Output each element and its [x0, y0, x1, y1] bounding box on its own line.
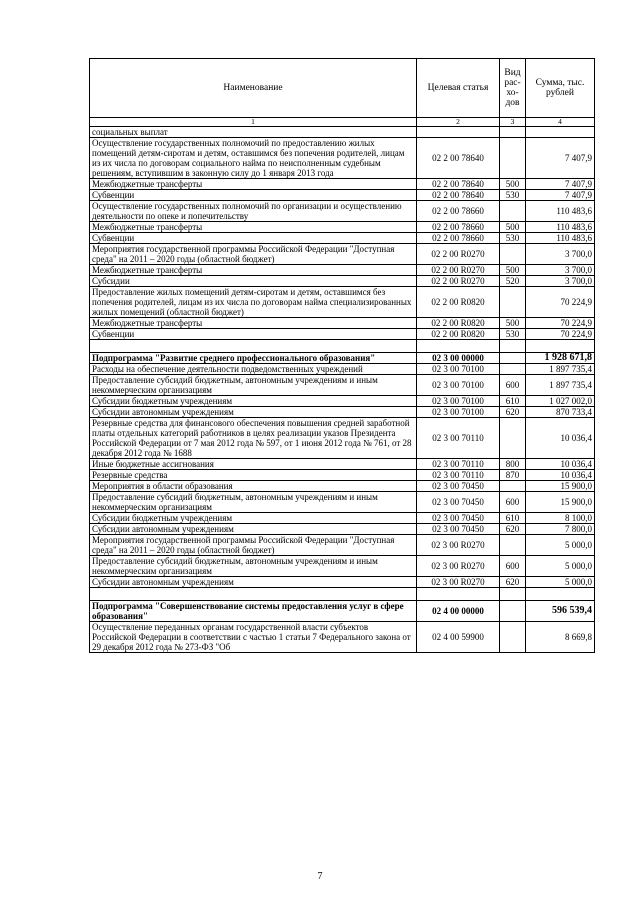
row-article: 02 2 00 78640	[417, 179, 500, 190]
row-sum: 10 036,4	[526, 470, 595, 481]
table-row	[90, 318, 595, 329]
row-sum: 110 483,6	[526, 233, 595, 244]
row-expense-type	[500, 353, 526, 364]
table-row	[90, 556, 595, 577]
row-sum: 3 700,0	[526, 276, 595, 287]
row-article: 02 3 00 70100	[417, 375, 500, 396]
row-name: Предоставление субсидий бюджетным, автономным учреждениям и иным некоммерческим организациям	[90, 492, 417, 513]
row-article: 02 2 00 R0270	[417, 276, 500, 287]
table-body	[90, 127, 595, 653]
row-article: 02 3 00 R0270	[417, 535, 500, 556]
row-expense-type	[500, 535, 526, 556]
table-row	[90, 287, 595, 318]
row-sum: 10 036,4	[526, 459, 595, 470]
row-sum: 5 000,0	[526, 556, 595, 577]
row-article: 02 3 00 70100	[417, 407, 500, 418]
table-row	[90, 535, 595, 556]
row-name: Межбюджетные трансферты	[90, 265, 417, 276]
row-name: Предоставление субсидий бюджетным, автономным учреждениям и иным некоммерческим организациям	[90, 375, 417, 396]
spacer-cell	[90, 588, 417, 601]
row-sum: 5 000,0	[526, 535, 595, 556]
spacer-row	[90, 588, 595, 601]
row-article: 02 4 00 00000	[417, 601, 500, 622]
header-sum: Сумма, тыс. рублей	[526, 59, 595, 118]
column-number-row	[90, 118, 595, 127]
table-row	[90, 190, 595, 201]
row-name: Субвенции	[90, 329, 417, 340]
row-sum: 5 000,0	[526, 577, 595, 588]
subprogram-row	[90, 353, 595, 364]
row-article: 02 2 00 78640	[417, 190, 500, 201]
row-expense-type: 500	[500, 318, 526, 329]
row-sum: 3 700,0	[526, 244, 595, 265]
table-row	[90, 524, 595, 535]
table-row	[90, 418, 595, 459]
spacer-cell	[526, 340, 595, 353]
row-article: 02 3 00 70450	[417, 481, 500, 492]
row-expense-type: 500	[500, 222, 526, 233]
row-name: Резервные средства для финансового обеспечения повышения средней заработной платы отдельных категорий работников в целях реализации указов Президента Российской Федерации от 7 мая 2012 года № 597, от 1 июня 2012 года № 761, от 28 декабря 2012 года № 1688	[90, 418, 417, 459]
row-sum: 1 027 002,0	[526, 396, 595, 407]
row-article: 02 3 00 70450	[417, 513, 500, 524]
table-row	[90, 244, 595, 265]
table-row	[90, 470, 595, 481]
row-name: Мероприятия государственной программы Российской Федерации "Доступная среда" на 2011 – 2020 годы (областной бюджет)	[90, 244, 417, 265]
row-expense-type	[500, 244, 526, 265]
row-article: 02 3 00 R0270	[417, 556, 500, 577]
row-name: Субсидии бюджетным учреждениям	[90, 396, 417, 407]
column-number: 4	[526, 118, 595, 127]
row-sum: 7 407,9	[526, 190, 595, 201]
row-sum: 870 733,4	[526, 407, 595, 418]
row-article: 02 2 00 R0820	[417, 287, 500, 318]
row-sum: 8 669,8	[526, 622, 595, 653]
header-expense-type: Вид рас- хо- дов	[500, 59, 526, 118]
row-expense-type: 610	[500, 513, 526, 524]
column-number: 1	[90, 118, 417, 127]
page-number: 7	[317, 871, 323, 882]
row-article: 02 2 00 78660	[417, 233, 500, 244]
row-sum: 10 036,4	[526, 418, 595, 459]
row-sum: 110 483,6	[526, 222, 595, 233]
row-expense-type: 600	[500, 492, 526, 513]
table-row	[90, 127, 595, 138]
spacer-cell	[417, 588, 500, 601]
spacer-cell	[500, 588, 526, 601]
row-sum: 7 800,0	[526, 524, 595, 535]
row-name: социальных выплат	[90, 127, 417, 138]
row-expense-type	[500, 138, 526, 179]
row-expense-type: 530	[500, 329, 526, 340]
row-expense-type: 620	[500, 524, 526, 535]
spacer-cell	[90, 340, 417, 353]
row-sum: 15 900,0	[526, 492, 595, 513]
row-expense-type: 620	[500, 407, 526, 418]
row-sum: 70 224,9	[526, 287, 595, 318]
header-article: Целевая статья	[417, 59, 500, 118]
row-name: Субсидии бюджетным учреждениям	[90, 513, 417, 524]
row-expense-type: 610	[500, 396, 526, 407]
row-expense-type: 620	[500, 577, 526, 588]
row-name: Субсидии	[90, 276, 417, 287]
row-article: 02 3 00 70110	[417, 459, 500, 470]
row-article: 02 2 00 78660	[417, 222, 500, 233]
row-article: 02 2 00 R0820	[417, 329, 500, 340]
row-article: 02 3 00 70110	[417, 418, 500, 459]
row-expense-type: 530	[500, 233, 526, 244]
row-article: 02 2 00 R0270	[417, 244, 500, 265]
row-name: Межбюджетные трансферты	[90, 318, 417, 329]
row-name: Межбюджетные трансферты	[90, 222, 417, 233]
table-row	[90, 276, 595, 287]
row-sum: 15 900,0	[526, 481, 595, 492]
row-article: 02 3 00 70110	[417, 470, 500, 481]
row-sum	[526, 127, 595, 138]
column-number: 3	[500, 118, 526, 127]
row-sum: 1 928 671,8	[526, 353, 595, 364]
spacer-cell	[526, 588, 595, 601]
row-expense-type	[500, 601, 526, 622]
row-sum: 7 407,9	[526, 138, 595, 179]
row-article: 02 2 00 78640	[417, 138, 500, 179]
row-sum: 8 100,0	[526, 513, 595, 524]
row-article: 02 2 00 78660	[417, 201, 500, 222]
row-expense-type	[500, 201, 526, 222]
row-expense-type	[500, 481, 526, 492]
spacer-cell	[500, 340, 526, 353]
row-article: 02 2 00 R0270	[417, 265, 500, 276]
table-row	[90, 179, 595, 190]
row-expense-type	[500, 287, 526, 318]
table-row	[90, 329, 595, 340]
row-name: Осуществление государственных полномочий по организации и осуществлению деятельности по опеке и попечительству	[90, 201, 417, 222]
subprogram-row	[90, 601, 595, 622]
row-article	[417, 127, 500, 138]
row-expense-type: 500	[500, 179, 526, 190]
table-row	[90, 138, 595, 179]
row-article: 02 3 00 70450	[417, 492, 500, 513]
table-row	[90, 201, 595, 222]
table-row	[90, 492, 595, 513]
table-row	[90, 513, 595, 524]
row-expense-type: 870	[500, 470, 526, 481]
row-expense-type: 530	[500, 190, 526, 201]
row-expense-type: 520	[500, 276, 526, 287]
row-name: Осуществление переданных органам государственной власти субъектов Российской Федерации в соответствии с частью 1 статьи 7 Федерального закона от 29 декабря 2012 года № 273-ФЗ "Об	[90, 622, 417, 653]
row-article: 02 4 00 59900	[417, 622, 500, 653]
row-name: Мероприятия государственной программы Российской Федерации "Доступная среда" на 2011 – 2020 годы (областной бюджет)	[90, 535, 417, 556]
table-row	[90, 407, 595, 418]
table-row	[90, 364, 595, 375]
table-row	[90, 481, 595, 492]
row-name: Межбюджетные трансферты	[90, 179, 417, 190]
row-expense-type: 500	[500, 265, 526, 276]
row-sum: 70 224,9	[526, 318, 595, 329]
row-name: Иные бюджетные ассигнования	[90, 459, 417, 470]
row-article: 02 3 00 70100	[417, 396, 500, 407]
row-name: Предоставление субсидий бюджетным, автономным учреждениям и иным некоммерческим организациям	[90, 556, 417, 577]
row-name: Субсидии автономным учреждениям	[90, 407, 417, 418]
table-row	[90, 459, 595, 470]
budget-table	[89, 58, 595, 653]
table-row	[90, 233, 595, 244]
row-name: Осуществление государственных полномочий по предоставлению жилых помещений детям-сиротам и детям, оставшимся без попечения родителей, лицам из их числа по договорам социального найма по неисполненным судебным решениям, вступившим в законную силу до 1 января 2013 года	[90, 138, 417, 179]
row-expense-type	[500, 127, 526, 138]
row-sum: 7 407,9	[526, 179, 595, 190]
table-row	[90, 222, 595, 233]
row-expense-type	[500, 418, 526, 459]
table-row	[90, 265, 595, 276]
row-name: Мероприятия в области образования	[90, 481, 417, 492]
row-name: Предоставление жилых помещений детям-сиротам и детям, оставшимся без попечения родителей, лицам из их числа по договорам найма специализированных жилых помещений (областной бюджет)	[90, 287, 417, 318]
row-sum: 3 700,0	[526, 265, 595, 276]
row-name: Субвенции	[90, 233, 417, 244]
table-row	[90, 577, 595, 588]
column-number: 2	[417, 118, 500, 127]
header-name: Наименование	[90, 59, 417, 118]
row-sum: 70 224,9	[526, 329, 595, 340]
row-name: Субвенции	[90, 190, 417, 201]
spacer-row	[90, 340, 595, 353]
row-sum: 1 897 735,4	[526, 375, 595, 396]
row-article: 02 3 00 00000	[417, 353, 500, 364]
row-expense-type	[500, 364, 526, 375]
row-sum: 110 483,6	[526, 201, 595, 222]
row-name: Субсидии автономным учреждениям	[90, 577, 417, 588]
row-name: Субсидии автономным учреждениям	[90, 524, 417, 535]
row-expense-type: 600	[500, 375, 526, 396]
table-row	[90, 396, 595, 407]
row-sum: 1 897 735,4	[526, 364, 595, 375]
table-header-row	[90, 59, 595, 118]
row-article: 02 2 00 R0820	[417, 318, 500, 329]
row-article: 02 3 00 R0270	[417, 577, 500, 588]
row-expense-type	[500, 622, 526, 653]
row-name: Подпрограмма "Развитие среднего профессионального образования"	[90, 353, 417, 364]
spacer-cell	[417, 340, 500, 353]
row-sum: 596 539,4	[526, 601, 595, 622]
table-row	[90, 622, 595, 653]
table-row	[90, 375, 595, 396]
row-article: 02 3 00 70100	[417, 364, 500, 375]
row-name: Подпрограмма "Совершенствование системы предоставления услуг в сфере образования"	[90, 601, 417, 622]
row-name: Резервные средства	[90, 470, 417, 481]
row-article: 02 3 00 70450	[417, 524, 500, 535]
row-name: Расходы на обеспечение деятельности подведомственных учреждений	[90, 364, 417, 375]
row-expense-type: 800	[500, 459, 526, 470]
row-expense-type: 600	[500, 556, 526, 577]
